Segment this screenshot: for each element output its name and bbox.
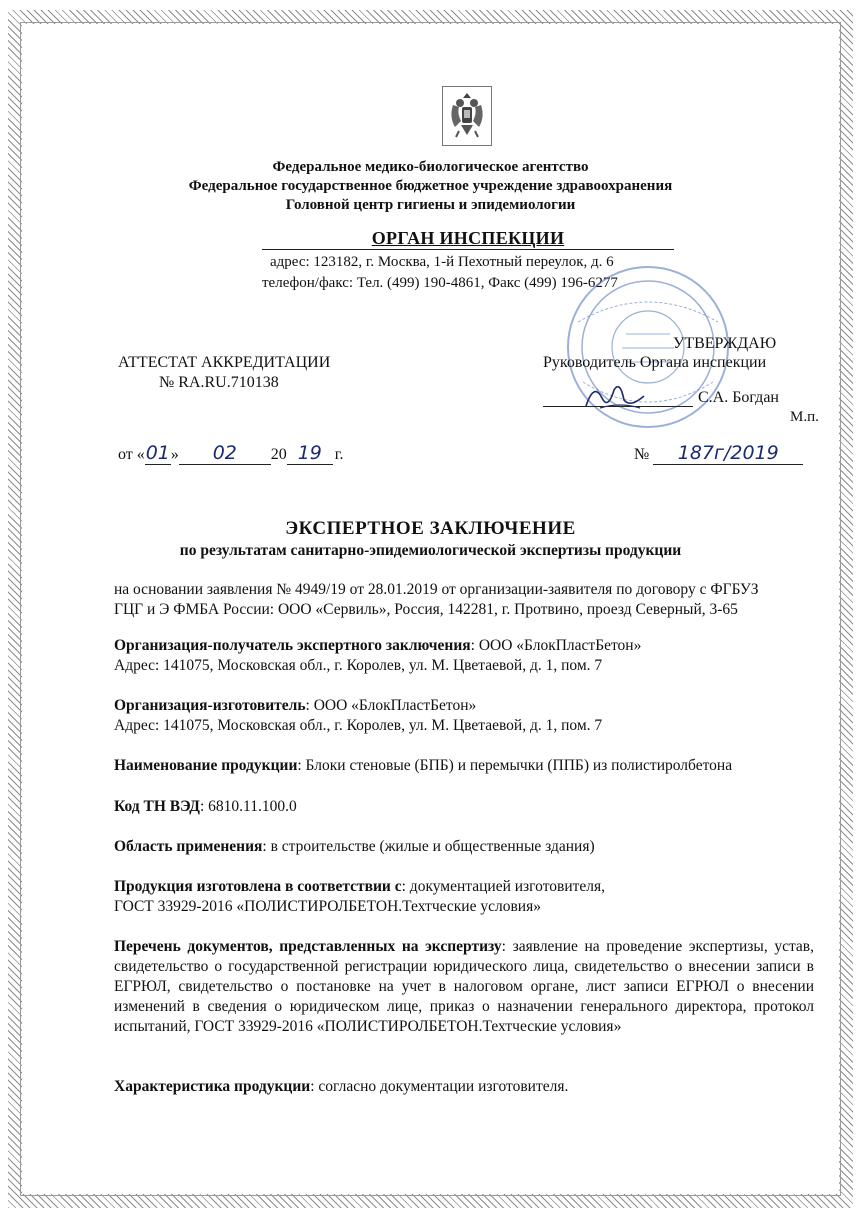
date-year-prefix: 20: [270, 446, 287, 463]
code-line: [114, 797, 814, 817]
number-sign: №: [634, 446, 650, 463]
compliance-label: Продукция изготовлена в соответствии с: [114, 878, 402, 895]
date-day: 01: [145, 442, 170, 464]
compliance-line: [114, 877, 814, 897]
date-suffix: г.: [334, 446, 344, 463]
manufacturer-address: Адрес: 141075, Московская обл., г. Королев, ул. М. Цветаевой, д. 1, пом. 7: [114, 717, 603, 734]
compliance-line-2: ГОСТ 33929-2016 «ПОЛИСТИРОЛБЕТОН.Техтческие условия»: [114, 898, 541, 915]
recipient-value: : ООО «БлокПластБетон»: [470, 637, 642, 654]
date-prefix: от «: [118, 446, 145, 463]
title-rule: [262, 249, 674, 250]
number-value: 187г/2019: [653, 442, 803, 465]
organ-address: адрес: 123182, г. Москва, 1-й Пехотный переулок, д. 6: [270, 254, 614, 270]
organ-phone: телефон/факс: Тел. (499) 190-4861, Факс (499) 196-6277: [262, 275, 618, 291]
date-line: [118, 442, 344, 465]
recipient-address: Адрес: 141075, Московская обл., г. Королев, ул. М. Цветаевой, д. 1, пом. 7: [114, 657, 603, 674]
center-name: Головной центр гигиены и эпидемиологии: [285, 197, 576, 213]
characteristics-value: : согласно документации изготовителя.: [310, 1078, 569, 1095]
date-quote: »: [170, 446, 179, 463]
conclusion-title: ЭКСПЕРТНОЕ ЗАКЛЮЧЕНИЕ: [285, 518, 576, 539]
registration-number: [634, 442, 803, 465]
code-value: : 6810.11.100.0: [199, 798, 297, 815]
manufacturer-line: [114, 696, 814, 716]
date-month: 02: [179, 442, 271, 465]
documents-value: : заявление на проведение экспертизы, устав, свидетельство о государственной регистрации юридического лица, свидетельство о внесении записи в ЕГРЮЛ, свидетельство о постановке на учет в налоговом органе, лист записи ЕГРЮЛ о внесении изменений в сведения о юридическом лице, приказ о назначении генерального директора, протокол испытаний, ГОСТ 33929-2016 «ПОЛИСТИРОЛБЕТОН.Техтческие условия»: [114, 938, 814, 1035]
agency-name: Федеральное медико-биологическое агентство: [272, 159, 589, 175]
approver-name: С.А. Богдан: [698, 389, 779, 406]
accreditation-title: АТТЕСТАТ АККРЕДИТАЦИИ: [118, 354, 331, 371]
compliance-value: : документацией изготовителя,: [401, 878, 606, 895]
documents-label: Перечень документов, представленных на экспертизу: [114, 938, 502, 955]
recipient-label: Организация-получатель экспертного заключения: [114, 637, 471, 654]
application-value: : в строительстве (жилые и общественные здания): [262, 838, 595, 855]
code-label: Код ТН ВЭД: [114, 798, 200, 815]
accreditation-number: № RA.RU.710138: [159, 374, 279, 391]
stamp-place-mark: М.п.: [790, 409, 819, 425]
organ-title: ОРГАН ИНСПЕКЦИИ: [371, 228, 565, 248]
manufacturer-label: Организация-изготовитель: [114, 697, 306, 714]
product-value: : Блоки стеновые (БПБ) и перемычки (ППБ) из полистиролбетона: [297, 757, 733, 774]
basis-line-2: ГЦГ и Э ФМБА России: ООО «Сервиль», Россия, 142281, г. Протвино, проезд Северный, 3-65: [114, 601, 738, 618]
product-label: Наименование продукции: [114, 757, 298, 774]
characteristics-line: [114, 1077, 814, 1097]
application-line: [114, 837, 814, 857]
product-line: [114, 756, 814, 776]
documents-paragraph: [114, 937, 814, 1037]
coat-of-arms-icon: [442, 86, 492, 146]
basis-line-1: на основании заявления № 4949/19 от 28.01.2019 от организации-заявителя по договору с ФГБУЗ: [114, 581, 759, 598]
manufacturer-value: : ООО «БлокПластБетон»: [305, 697, 477, 714]
institution-name: Федеральное государственное бюджетное учреждение здравоохранения: [188, 178, 673, 194]
approver-position: Руководитель Органа инспекции: [543, 354, 767, 371]
approve-label: УТВЕРЖДАЮ: [673, 335, 777, 352]
characteristics-label: Характеристика продукции: [114, 1078, 311, 1095]
recipient-line: [114, 636, 814, 656]
conclusion-subtitle: по результатам санитарно-эпидемиологической экспертизы продукции: [179, 542, 682, 559]
handwritten-signature: [580, 378, 650, 414]
date-year: 19: [287, 442, 333, 465]
application-label: Область применения: [114, 838, 263, 855]
